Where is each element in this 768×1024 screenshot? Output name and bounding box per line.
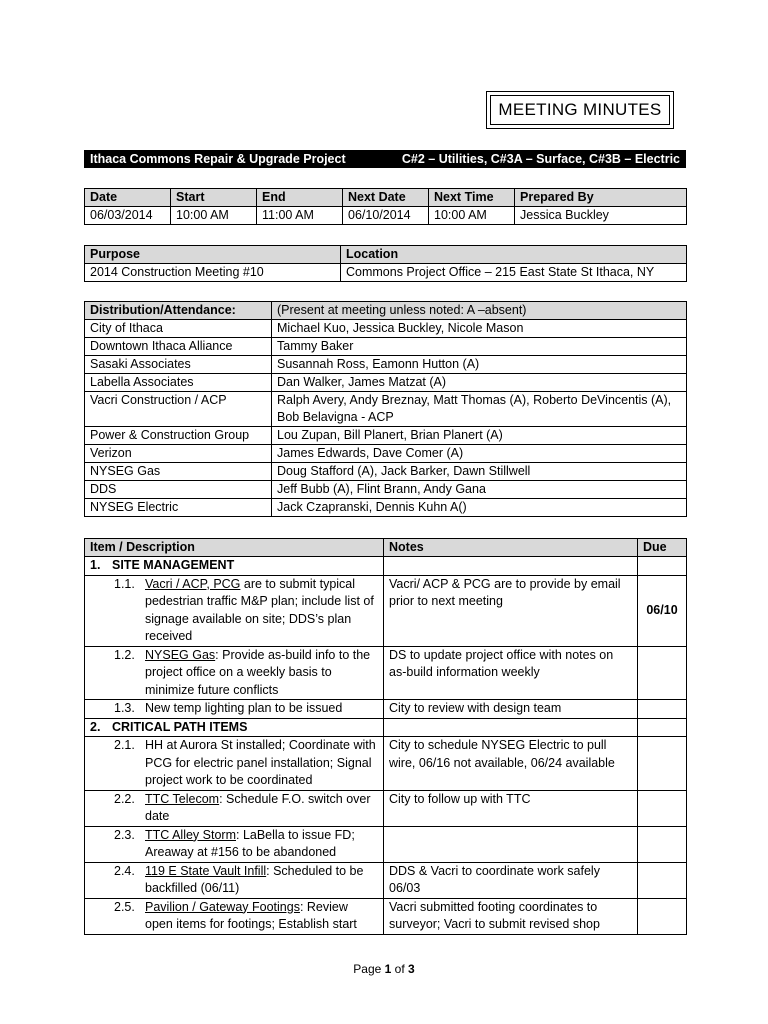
item-due: 06/10 <box>638 575 687 646</box>
attendees: James Edwards, Dave Comer (A) <box>272 445 687 463</box>
organization: Sasaki Associates <box>85 356 272 374</box>
item-number: 2.4. <box>114 863 135 878</box>
attendance-note: (Present at meeting unless noted: A –absent) <box>272 302 687 320</box>
item-notes: City to follow up with TTC <box>384 790 638 826</box>
table-row <box>85 737 687 791</box>
item-lead: TTC Telecom <box>145 791 220 806</box>
header-next-time: Next Time <box>429 189 515 207</box>
header-location: Location <box>341 246 687 264</box>
item-due <box>638 790 687 826</box>
item-due <box>638 737 687 791</box>
section-row <box>85 718 687 737</box>
item-notes: City to review with design team <box>384 700 638 719</box>
table-row <box>85 427 687 445</box>
item-text: : LaBella to issue FD; Areaway at #156 to be abandoned <box>145 827 355 859</box>
item-description <box>85 862 384 898</box>
item-notes: Vacri submitted footing coordinates to surveyor; Vacri to submit revised shop <box>384 898 638 934</box>
attendees: Michael Kuo, Jessica Buckley, Nicole Mason <box>272 320 687 338</box>
item-text: : Scheduled to be backfilled (06/11) <box>145 863 364 895</box>
table-row <box>85 374 687 392</box>
table-row <box>85 575 687 646</box>
organization: Verizon <box>85 445 272 463</box>
items-header-row <box>85 539 687 557</box>
header-next-date: Next Date <box>343 189 429 207</box>
meeting-info-table <box>84 188 687 225</box>
item-lead: Vacri / ACP, PCG <box>145 576 241 591</box>
organization: Labella Associates <box>85 374 272 392</box>
table-row <box>85 826 687 862</box>
header-end: End <box>257 189 343 207</box>
item-number: 2.3. <box>114 827 135 842</box>
section-title-cell <box>85 718 384 737</box>
attendees: Doug Stafford (A), Jack Barker, Dawn Stillwell <box>272 463 687 481</box>
item-notes: City to schedule NYSEG Electric to pull wire, 06/16 not available, 06/24 available <box>384 737 638 791</box>
table-row <box>85 481 687 499</box>
attendees: Dan Walker, James Matzat (A) <box>272 374 687 392</box>
section-row <box>85 557 687 576</box>
item-text: HH at Aurora St installed; Coordinate with PCG for electric panel installation; Signal project work to be coordinated <box>145 738 376 787</box>
item-notes: DS to update project office with notes on as-build information weekly <box>384 646 638 700</box>
page-total: 3 <box>408 962 415 976</box>
table-row <box>85 392 687 427</box>
item-lead: 119 E State Vault Infill <box>145 863 267 878</box>
value-purpose: 2014 Construction Meeting #10 <box>85 264 341 282</box>
document-title: MEETING MINUTES <box>498 100 662 119</box>
item-due <box>638 646 687 700</box>
organization: NYSEG Electric <box>85 499 272 517</box>
distribution-header: Distribution/Attendance: <box>85 302 272 320</box>
footer-of: of <box>391 962 409 976</box>
distribution-header-row <box>85 302 687 320</box>
purpose-location-table <box>84 245 687 282</box>
attendees: Lou Zupan, Bill Planert, Brian Planert (A) <box>272 427 687 445</box>
value-location: Commons Project Office – 215 East State St Ithaca, NY <box>341 264 687 282</box>
item-due <box>638 826 687 862</box>
value-start: 10:00 AM <box>171 207 257 225</box>
table-row <box>85 499 687 517</box>
item-due <box>638 862 687 898</box>
item-text: : Provide as-build info to the project office on a weekly basis to minimize future conflicts <box>145 647 371 697</box>
header-date: Date <box>85 189 171 207</box>
purpose-header-row <box>85 246 687 264</box>
organization: NYSEG Gas <box>85 463 272 481</box>
organization: Vacri Construction / ACP <box>85 392 272 427</box>
attendees: Jeff Bubb (A), Flint Brann, Andy Gana <box>272 481 687 499</box>
project-name: Ithaca Commons Repair & Upgrade Project <box>90 152 346 166</box>
notes-cell <box>384 718 638 737</box>
meeting-info-header-row <box>85 189 687 207</box>
item-text: New temp lighting plan to be issued <box>145 701 343 715</box>
item-description <box>85 826 384 862</box>
value-next-time: 10:00 AM <box>429 207 515 225</box>
notes-cell <box>384 557 638 576</box>
meeting-info-value-row <box>85 207 687 225</box>
table-row <box>85 463 687 481</box>
item-number: 1.3. <box>114 701 135 715</box>
table-row <box>85 320 687 338</box>
action-items-table <box>84 538 687 935</box>
purpose-value-row <box>85 264 687 282</box>
item-lead: TTC Alley Storm <box>145 827 236 842</box>
value-prepared-by: Jessica Buckley <box>515 207 687 225</box>
due-cell <box>638 557 687 576</box>
header-purpose: Purpose <box>85 246 341 264</box>
header-notes: Notes <box>384 539 638 557</box>
header-prepared-by: Prepared By <box>515 189 687 207</box>
item-text: are to submit typical pedestrian traffic M&P plan; include list of signage available on site; DDS’s plan received <box>145 576 374 643</box>
section-title: CRITICAL PATH ITEMS <box>112 719 248 734</box>
header-item-description: Item / Description <box>85 539 384 557</box>
table-row <box>85 898 687 934</box>
footer-prefix: Page <box>353 962 385 976</box>
due-cell <box>638 718 687 737</box>
value-date: 06/03/2014 <box>85 207 171 225</box>
header-due: Due <box>638 539 687 557</box>
section-number: 2. <box>90 719 101 734</box>
document-title-box <box>486 91 674 129</box>
table-row <box>85 790 687 826</box>
item-number: 1.2. <box>114 647 135 662</box>
page-footer <box>0 962 768 976</box>
item-lead: Pavilion / Gateway Footings <box>145 899 300 914</box>
project-bar <box>84 150 686 168</box>
item-text: : Schedule F.O. switch over date <box>145 791 371 823</box>
value-end: 11:00 AM <box>257 207 343 225</box>
attendees: Tammy Baker <box>272 338 687 356</box>
item-text: : Review open items for footings; Establish start <box>145 899 357 931</box>
header-start: Start <box>171 189 257 207</box>
table-row <box>85 338 687 356</box>
section-number: 1. <box>90 558 101 572</box>
item-number: 2.2. <box>114 791 135 806</box>
item-lead: NYSEG Gas <box>145 647 216 662</box>
section-title-cell <box>85 557 384 576</box>
item-due <box>638 700 687 719</box>
table-row <box>85 646 687 700</box>
organization: DDS <box>85 481 272 499</box>
item-description <box>85 737 384 791</box>
item-notes: Vacri/ ACP & PCG are to provide by email prior to next meeting <box>384 575 638 646</box>
attendees: Jack Czapranski, Dennis Kuhn A() <box>272 499 687 517</box>
attendees: Susannah Ross, Eamonn Hutton (A) <box>272 356 687 374</box>
item-description <box>85 646 384 700</box>
item-number: 2.1. <box>114 738 135 752</box>
organization: Power & Construction Group <box>85 427 272 445</box>
table-row <box>85 356 687 374</box>
item-description <box>85 700 384 719</box>
item-description <box>85 575 384 646</box>
table-row <box>85 700 687 719</box>
distribution-table <box>84 301 687 517</box>
item-number: 1.1. <box>114 576 135 591</box>
project-contracts: C#2 – Utilities, C#3A – Surface, C#3B – Electric <box>401 152 680 166</box>
value-next-date: 06/10/2014 <box>343 207 429 225</box>
item-description <box>85 790 384 826</box>
organization: Downtown Ithaca Alliance <box>85 338 272 356</box>
organization: City of Ithaca <box>85 320 272 338</box>
section-title: SITE MANAGEMENT <box>112 558 235 572</box>
attendees: Ralph Avery, Andy Breznay, Matt Thomas (A), Roberto DeVincentis (A), Bob Belavigna - ACP <box>272 392 687 427</box>
table-row <box>85 445 687 463</box>
item-due <box>638 898 687 934</box>
item-notes: DDS & Vacri to coordinate work safely 06/03 <box>384 862 638 898</box>
page-number: 1 <box>384 962 392 976</box>
item-notes <box>384 826 638 862</box>
item-description <box>85 898 384 934</box>
table-row <box>85 862 687 898</box>
item-number: 2.5. <box>114 899 135 914</box>
